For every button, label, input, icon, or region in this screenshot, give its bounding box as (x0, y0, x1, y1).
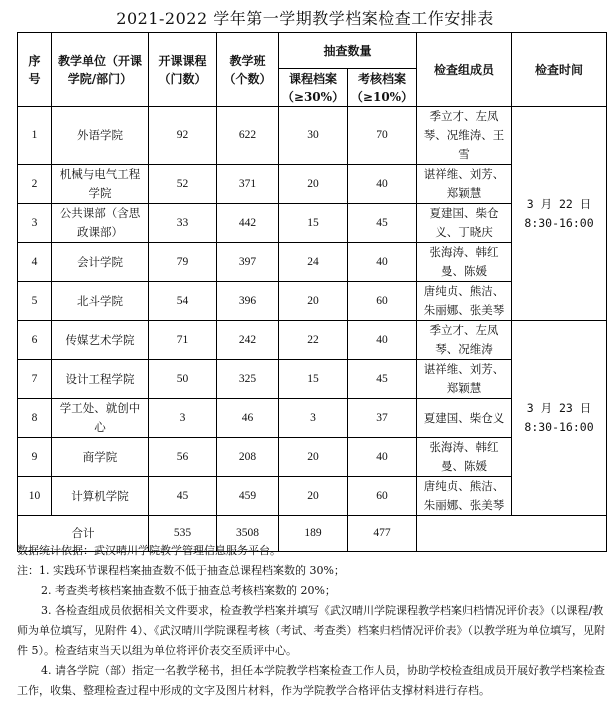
row-courses: 33 (149, 204, 217, 243)
row-classes: 622 (217, 107, 279, 165)
row-courses: 92 (149, 107, 217, 165)
inspection-date: 3 月 22 日 (526, 196, 592, 211)
row-exam-files: 40 (348, 321, 417, 360)
header-seq: 序号 (18, 33, 52, 107)
row-seq: 2 (18, 165, 52, 204)
inspection-time (512, 107, 607, 321)
row-courses: 52 (149, 165, 217, 204)
row-members: 唐纯贞、熊洁、朱丽娜、张美琴 (417, 282, 512, 321)
total-courses: 535 (149, 516, 217, 552)
row-seq: 1 (18, 107, 52, 165)
row-course-files: 20 (279, 165, 348, 204)
row-unit: 设计工程学院 (52, 360, 149, 399)
row-unit: 公共课部（含思政课部） (52, 204, 149, 243)
header-classes: 教学班（个数） (217, 33, 279, 107)
table-row (18, 321, 607, 360)
row-course-files: 22 (279, 321, 348, 360)
header-members: 检查组成员 (417, 33, 512, 107)
total-course-files: 189 (279, 516, 348, 552)
inspection-hours: 8:30-16:00 (524, 215, 594, 230)
inspection-time (512, 321, 607, 516)
row-seq: 6 (18, 321, 52, 360)
row-exam-files: 40 (348, 243, 417, 282)
row-classes: 397 (217, 243, 279, 282)
note-item: 4. 请各学院（部）指定一名教学秘书，担任本学院教学档案检查工作人员，协助学校检查组成员开展好教学档案检查工作，收集、整理检查过程中形成的文字及图片材料，作为学院教学合格评估支撑材料进行存档。 (17, 664, 605, 697)
row-seq: 5 (18, 282, 52, 321)
row-seq: 9 (18, 438, 52, 477)
table-row (18, 107, 607, 165)
header-courses: 开课课程（门数） (149, 33, 217, 107)
row-course-files: 15 (279, 360, 348, 399)
row-exam-files: 60 (348, 282, 417, 321)
row-members: 夏建国、柴仓义 (417, 399, 512, 438)
row-courses: 50 (149, 360, 217, 399)
row-course-files: 20 (279, 438, 348, 477)
row-unit: 学工处、就创中心 (52, 399, 149, 438)
row-exam-files: 45 (348, 360, 417, 399)
row-courses: 45 (149, 477, 217, 516)
row-members: 谌祥维、刘芳、郑颖慧 (417, 165, 512, 204)
row-members: 张海涛、韩红曼、陈媛 (417, 438, 512, 477)
row-exam-files: 45 (348, 204, 417, 243)
note-item: 2. 考查类考核档案抽查数不低于抽查总考核档案数的 20%； (41, 584, 336, 597)
row-courses: 3 (149, 399, 217, 438)
row-exam-files: 40 (348, 438, 417, 477)
row-unit: 机械与电气工程学院 (52, 165, 149, 204)
schedule-table (17, 32, 607, 552)
row-exam-files: 37 (348, 399, 417, 438)
row-classes: 371 (217, 165, 279, 204)
row-courses: 71 (149, 321, 217, 360)
row-classes: 396 (217, 282, 279, 321)
row-unit: 传媒艺术学院 (52, 321, 149, 360)
row-exam-files: 40 (348, 165, 417, 204)
header-course-files: 课程档案 （≥30%） (279, 69, 348, 107)
row-unit: 商学院 (52, 438, 149, 477)
row-exam-files: 60 (348, 477, 417, 516)
row-seq: 7 (18, 360, 52, 399)
row-seq: 8 (18, 399, 52, 438)
row-members: 夏建国、柴仓义、丁晓庆 (417, 204, 512, 243)
header-time: 检查时间 (512, 33, 607, 107)
header-unit: 教学单位（开课学院/部门） (52, 33, 149, 107)
row-members: 季立才、左凤琴、况维涛、王雪 (417, 107, 512, 165)
row-courses: 79 (149, 243, 217, 282)
row-members: 唐纯贞、熊洁、朱丽娜、张美琴 (417, 477, 512, 516)
row-course-files: 30 (279, 107, 348, 165)
note-item: 3. 各检查组成员依据相关文件要求，检查教学档案并填写《武汉晴川学院课程教学档案归档情况评价表》（以课程/教师为单位填写，见附件 4）、《武汉晴川学院课程考核（考试、考查类）档案归档情况评价表》（以教学班为单位填写，见附件 5）。检查结束当天以组为单位将评价表交至质评中心。 (17, 604, 605, 657)
row-classes: 208 (217, 438, 279, 477)
inspection-hours: 8:30-16:00 (524, 420, 594, 434)
row-unit: 会计学院 (52, 243, 149, 282)
row-members: 张海涛、韩红曼、陈媛 (417, 243, 512, 282)
page-title: 2021-2022 学年第一学期教学档案检查工作安排表 (116, 9, 494, 28)
row-course-files: 20 (279, 477, 348, 516)
notes-section (17, 541, 605, 701)
note-item: 注：1. 实践环节课程档案抽查数不低于抽查总课程档案数的 30%； (17, 564, 345, 577)
row-seq: 10 (18, 477, 52, 516)
total-exam-files: 477 (348, 516, 417, 552)
row-classes: 442 (217, 204, 279, 243)
header-sampling: 抽查数量 (279, 33, 417, 69)
row-members: 谌祥维、刘芳、郑颖慧 (417, 360, 512, 399)
row-unit: 计算机学院 (52, 477, 149, 516)
header-exam-files: 考核档案 （≥10%） (348, 69, 417, 107)
inspection-date: 3 月 23 日 (526, 401, 592, 415)
row-classes: 325 (217, 360, 279, 399)
row-classes: 46 (217, 399, 279, 438)
row-classes: 242 (217, 321, 279, 360)
data-source-note: 数据统计依据：武汉晴川学院教学管理信息服务平台。 (17, 544, 281, 557)
row-classes: 459 (217, 477, 279, 516)
row-unit: 北斗学院 (52, 282, 149, 321)
row-seq: 4 (18, 243, 52, 282)
row-unit: 外语学院 (52, 107, 149, 165)
total-classes: 3508 (217, 516, 279, 552)
row-courses: 54 (149, 282, 217, 321)
row-courses: 56 (149, 438, 217, 477)
row-exam-files: 70 (348, 107, 417, 165)
total-label: 合计 (18, 516, 149, 552)
row-course-files: 15 (279, 204, 348, 243)
row-course-files: 24 (279, 243, 348, 282)
row-course-files: 20 (279, 282, 348, 321)
row-seq: 3 (18, 204, 52, 243)
row-members: 季立才、左凤琴、况维涛 (417, 321, 512, 360)
row-course-files: 3 (279, 399, 348, 438)
